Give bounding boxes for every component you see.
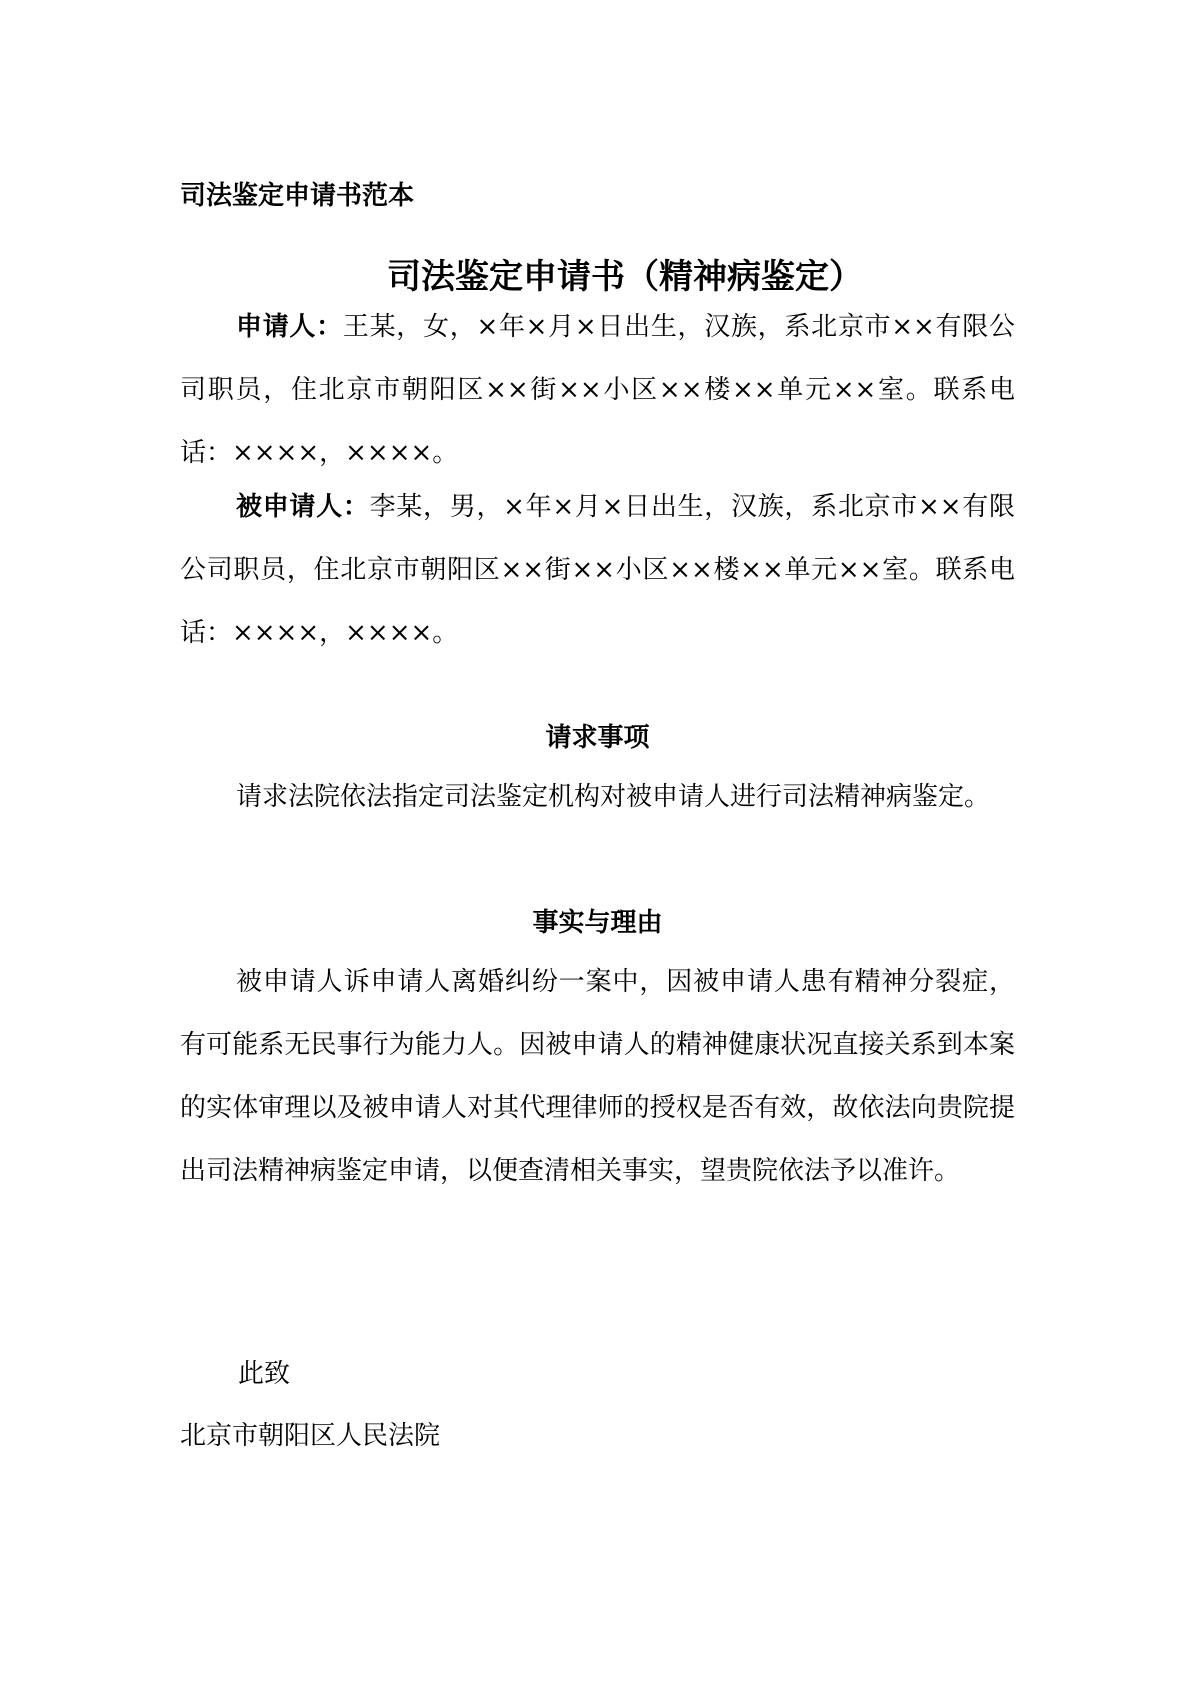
applicant-lead: 申请人： <box>236 312 343 342</box>
applicant-text: 王某，女，×年×月×日出生，汉族，系北京市××有限公司职员，住北京市朝阳区××街××小区××楼××单元××室。联系电话：××××，××××。 <box>180 312 1015 468</box>
document-title: 司法鉴定申请书（精神病鉴定） <box>387 257 863 297</box>
respondent-paragraph <box>180 476 1015 665</box>
respondent-lead: 被申请人： <box>236 492 370 522</box>
closing-recipient: 北京市朝阳区人民法院 <box>180 1421 441 1451</box>
respondent-text: 李某，男，×年×月×日出生，汉族，系北京市××有限公司职员，住北京市朝阳区××街××小区××楼××单元××室。联系电话：××××，××××。 <box>180 492 1015 648</box>
requests-heading: 请求事项 <box>545 723 650 753</box>
closing-salutation: 此致 <box>238 1359 291 1389</box>
applicant-paragraph <box>180 296 1015 485</box>
requests-paragraph: 请求法院依法指定司法鉴定机构对被申请人进行司法精神病鉴定。 <box>236 782 991 812</box>
document-label: 司法鉴定申请书范本 <box>180 181 415 211</box>
facts-paragraph: 被申请人诉申请人离婚纠纷一案中，因被申请人患有精神分裂症，有可能系无民事行为能力人。因被申请人的精神健康状况直接关系到本案的实体审理以及被申请人对其代理律师的授权是否有效，故依法向贵院提出司法精神病鉴定申请，以便查清相关事实，望贵院依法予以准许。 <box>180 967 1015 1186</box>
facts-heading: 事实与理由 <box>532 908 663 938</box>
